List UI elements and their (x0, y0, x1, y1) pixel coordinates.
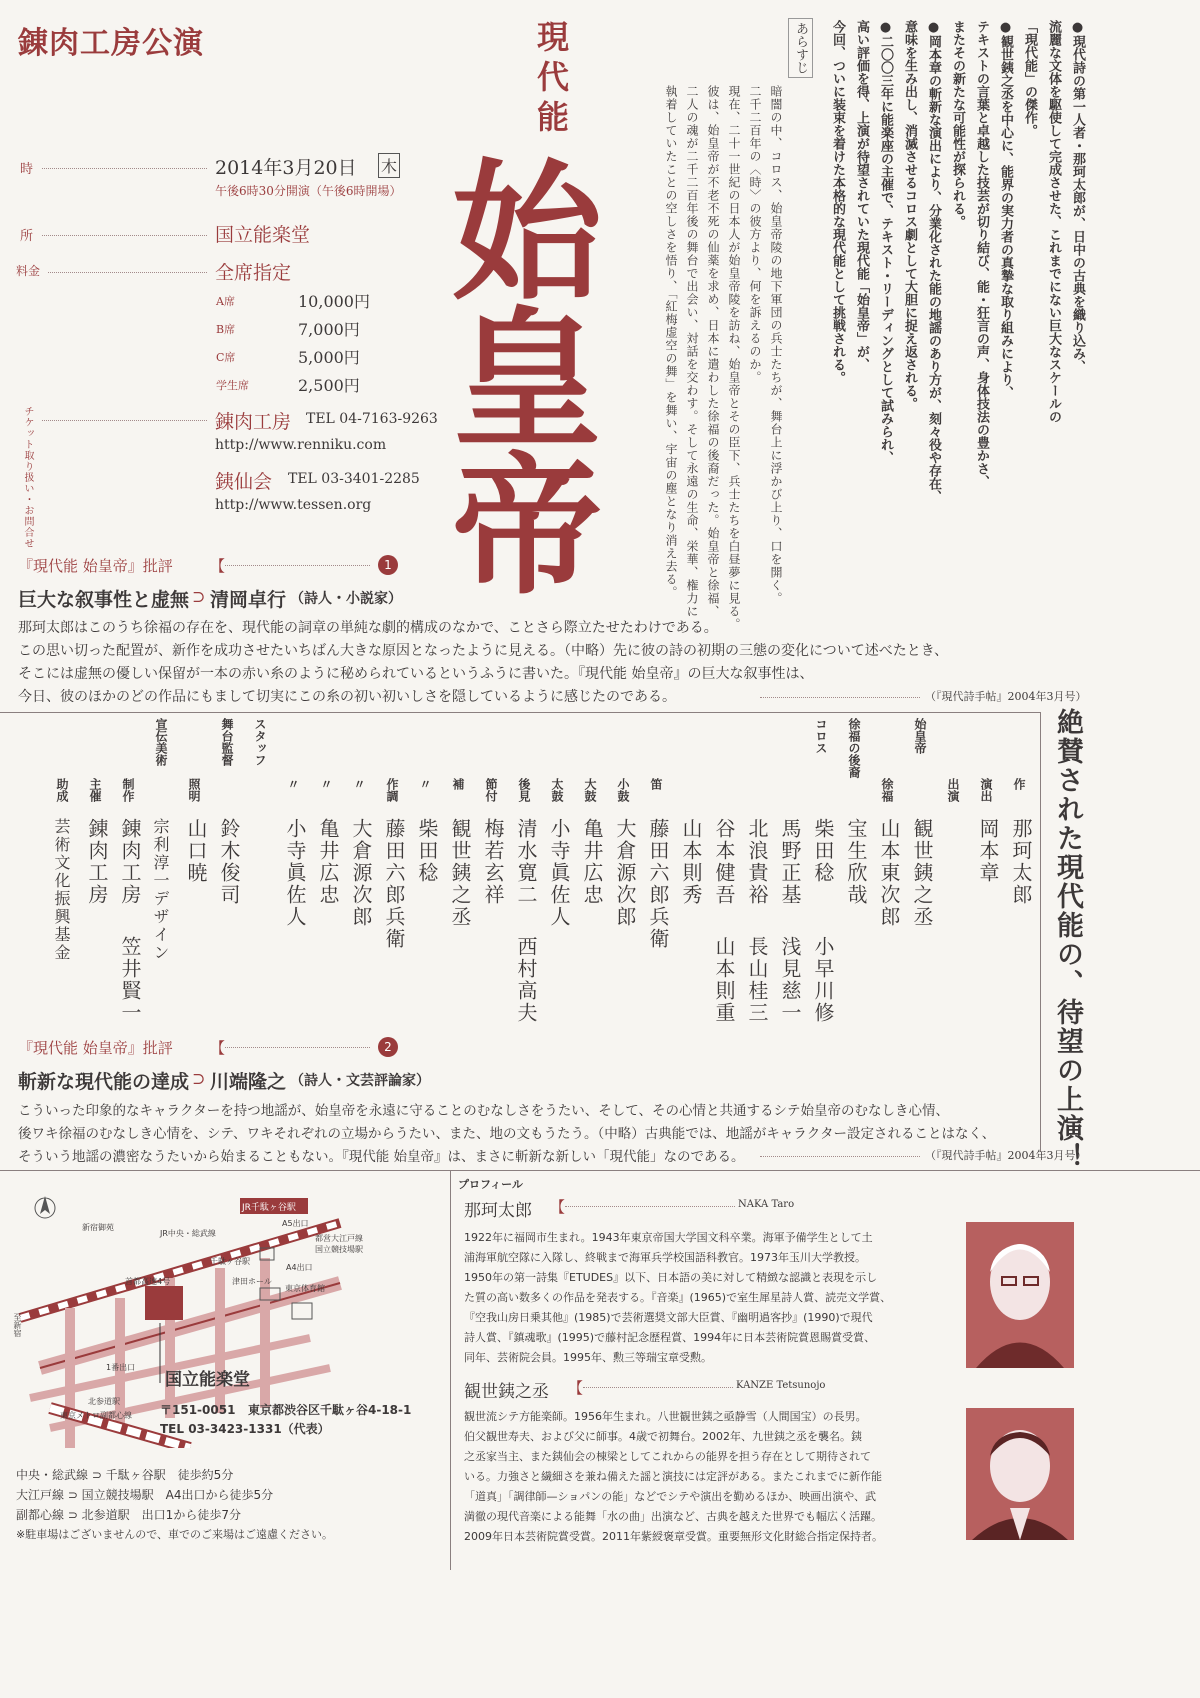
contact-1-tel: TEL 04-7163-9263 (306, 411, 438, 427)
profile-2-romaji: KANZE Tetsunojo (736, 1380, 826, 1391)
credit-name: 小早川修 (811, 936, 835, 1024)
map-label-shinjuku-gyoen: 新宿御苑 (82, 1223, 114, 1232)
review2-line: 後ワキ徐福のむなしき心情を、シテ、ワキそれぞれの立場からうたい、また、地の文もうたう。（中略）古典能では、地謡がキャラクター設定されることはなく、 (18, 1126, 996, 1142)
credit-column (46, 718, 79, 1028)
map-label-to-shinjuku: 至新宿 (13, 1313, 22, 1337)
credit-role: 制作 (121, 778, 135, 802)
credit-name: 小寺眞佐人 (283, 818, 307, 928)
credit-role: 〃 (319, 778, 333, 790)
credit-column (739, 718, 772, 1028)
profile-2-bio-line: いる。力強さと繊細さを兼ね備えた謡と演技には定評がある。またこれまでに新作能 (464, 1470, 882, 1483)
credit-column (79, 718, 112, 1028)
credit-column (937, 718, 970, 1028)
profile-2-bio (464, 1407, 883, 1547)
synopsis-line: 暗闇の中、コロス、始皇帝陵の地下軍団の兵士たちが、舞台上に浮かび上り、口を開く。 (769, 85, 783, 605)
review1-line: 今日、彼のほかのどの作品にもまして切実にこの糸の初い初いしさを隠しているように感じたのである。 (18, 689, 676, 705)
credit-column (475, 718, 508, 1028)
credit-name: 藤田六郎兵衛 (382, 818, 406, 950)
synopsis-line: 現在、二十一世紀の日本人が始皇帝陵を訪ね、始皇帝とその臣下、兵士たちを白昼夢に見る。 (727, 85, 741, 631)
credit-name: 柴田稔 (811, 818, 835, 884)
credit-role: 大鼓 (583, 778, 597, 802)
credit-role: スタッフ (253, 718, 267, 766)
map-label-exit-a5: A5出口 (282, 1219, 309, 1228)
review2-line: こういった印象的なキャラクターを持つ地謡が、始皇帝を永遠に守ることのむなしさをうたい、そして、その心情と共通するシテ始皇帝のむなしき心情、 (18, 1103, 949, 1119)
seat-a-label: A席 (216, 295, 235, 308)
credit-column (574, 718, 607, 1028)
credit-role: 小鼓 (616, 778, 630, 802)
credit-name: 小寺眞佐人 (547, 818, 571, 928)
access-line: 中央・総武線 ⊃ 千駄ヶ谷駅 徒歩約5分 (16, 1468, 234, 1482)
credit-column (310, 718, 343, 1028)
credit-name: 馬野正基 (778, 818, 802, 906)
map-address: 東京都渋谷区千駄ヶ谷4-18-1 (248, 1403, 412, 1417)
credit-column (211, 718, 244, 1028)
credit-column (805, 718, 838, 1028)
credit-column (343, 718, 376, 1028)
seat-c-price: 5,000円 (298, 348, 360, 367)
price-type: 全席指定 (215, 262, 292, 284)
credit-name: 谷本健吾 (712, 818, 736, 906)
profile-2-name: 観世銕之丞 (464, 1382, 549, 1402)
credit-role: 作調 (385, 778, 399, 802)
profile-1-bio-line: 詩人賞、『鎮魂歌』(1995)で藤村記念歴程賞、1994年に日本芸術院賞恩賜賞受賞、 (464, 1331, 876, 1344)
profile-1-photo (966, 1222, 1074, 1368)
credit-column (871, 718, 904, 1028)
seat-b-label: B席 (216, 323, 236, 336)
profile-section-label: プロフィール (458, 1178, 523, 1191)
profile-1-bio-line: 1950年の第一詩集『ETUDES』以下、日本語の美に対して精緻な認識と表現を示し (464, 1271, 878, 1284)
org-performance-title: 錬肉工房公演 (18, 26, 204, 61)
credit-name: 大倉源次郎 (613, 818, 637, 928)
highlight-line: ●岡本章の斬新な演出により、分業化された能の地謡のあり方が、刻々役や存在、 (926, 20, 941, 503)
credit-role: 補 (451, 778, 465, 790)
map-label-tsuda-hall: 津田ホール (232, 1277, 272, 1286)
credit-name: 芸術文化振興基金 (52, 818, 71, 962)
review1-line: そこには虚無の優しい保留が一本の赤い糸のように秘められているというふうに書いた。『現代能 始皇帝』の巨大な叙事性は、 (18, 666, 814, 682)
profile-1-bio-line: 浦海軍航空隊に入隊し、終戦まで海軍兵学校国語科教官。1973年玉川大学教授。 (464, 1251, 866, 1264)
synopsis-line: 二人の魂が二千二百年後の舞台で出会い、対話を交わす。そして永遠の生命、栄華、権力に (685, 85, 699, 618)
review1-headline: 巨大な叙事性と虚無 (18, 589, 190, 611)
credit-column (1003, 718, 1036, 1028)
credit-column (772, 718, 805, 1028)
review2-headline: 斬新な現代能の達成 (18, 1071, 190, 1093)
synopsis-label: あらすじ (788, 18, 813, 78)
credit-column (673, 718, 706, 1028)
credit-role: 〃 (418, 778, 432, 790)
highlight-line: 意味を生み出し、消滅させるコロス劇として大胆に捉え返される。 (902, 20, 917, 410)
credit-name: 鈴木俊司 (217, 818, 241, 906)
highlight-line: テキストの言葉と卓越した技芸が切り結び、能・狂言の声、身体技法の豊かさ、 (974, 20, 989, 488)
credit-name: 山口暁 (184, 818, 208, 884)
highlight-line: ●現代詩の第一人者・那珂太郎が、日中の古典を織り込み、 (1070, 20, 1085, 373)
review2-source: （『現代詩手帖』2004年3月号） (925, 1149, 1087, 1162)
review1-series: 『現代能 始皇帝』批評 (18, 557, 173, 575)
review1-line: この思い切った配置が、新作を成功させたいちばん大きな原因となったように見える。（中略）先に彼の詩の初期の三態の変化について述べたとき、 (18, 643, 949, 659)
highlight-line: ●二〇〇三年に能楽座の主催で、テキスト・リーディングとして試みられ、 (878, 20, 893, 464)
credit-name: 北浪貴裕 (745, 818, 769, 906)
credit-name: 長山桂三 (745, 936, 769, 1024)
contact-1-name: 錬肉工房 (215, 411, 292, 433)
credit-name: 亀井広忠 (316, 818, 340, 906)
profile-2-bio-line: 満徹の現代音楽による能舞「水の曲」出演など、古典を越えた世界でも幅広く活躍。 (464, 1510, 882, 1523)
seat-student-price: 2,500円 (298, 376, 360, 395)
credit-column (145, 718, 178, 1028)
access-line: 副都心線 ⊃ 北参道駅 出口1から徒歩7分 (16, 1508, 241, 1522)
map-label-kitasando: 北参道駅 (88, 1397, 120, 1406)
credit-column (277, 718, 310, 1028)
contact-2-name: 銕仙会 (215, 471, 273, 493)
seat-c-label: C席 (216, 351, 236, 364)
highlight-line: ●観世銕之丞を中心に、能界の実力者の真摯な取り組みにより、 (998, 20, 1013, 399)
review1-number: 1 (378, 555, 398, 575)
credit-role: 〃 (286, 778, 300, 790)
profile-2-bio-line: 之丞家当主、また銕仙会の棟梁としてこれからの能界を担う存在として期待されて (464, 1450, 871, 1463)
seat-b-price: 7,000円 (298, 320, 360, 339)
review1-source: （『現代詩手帖』2004年3月号） (925, 690, 1087, 703)
review2-line: そういう地謡の濃密なうたいから始まることもない。『現代能 始皇帝』は、まさに斬新な新しい「現代能」なのである。 (18, 1149, 745, 1165)
credit-column (409, 718, 442, 1028)
synopsis-line: 二千二百年の〈時〉の彼方より、何を訴えるのか。 (748, 85, 762, 384)
credit-name: 清水寛二 (514, 818, 538, 906)
credit-role: 徐福 (880, 778, 894, 802)
highlight-line: 「現代能」の傑作。 (1022, 20, 1037, 137)
credit-role: 演出 (979, 778, 993, 802)
credit-name: 山本則秀 (679, 818, 703, 906)
credit-role: 作 (1012, 778, 1026, 790)
credit-name: 宝生欣哉 (844, 818, 868, 906)
credit-column (376, 718, 409, 1028)
credit-column (112, 718, 145, 1028)
profile-1-bio-line: 『空我山房日乗其他』(1985)で芸術選奨文部大臣賞、『幽明過客抄』(1990)で現代 (464, 1311, 873, 1324)
title-char-2: 皇 (452, 292, 603, 468)
profile-1-name: 那珂太郎 (464, 1201, 532, 1221)
map-label-sendagaya-st: 千駄ヶ谷駅 (210, 1257, 250, 1266)
map-label-kokuritsu-kyogijo: 国立競技場駅 (315, 1245, 363, 1254)
contact-2-url[interactable]: http://www.tessen.org (215, 497, 372, 513)
credit-column (541, 718, 574, 1028)
credit-name: 笠井賢一 (118, 936, 142, 1024)
highlight-line: 今回、ついに装束を着けた本格的な現代能として挑戦される。 (830, 20, 845, 384)
profile-1-bio-line: 1922年に福岡市生まれ。1943年東京帝国大学国文科卒業。海軍予備学生として土 (464, 1231, 873, 1244)
credits-block (16, 718, 1036, 1038)
map-label-exit-1: 1番出口 (106, 1363, 136, 1372)
credit-name: 錬肉工房 (85, 818, 109, 906)
highlight-line: またその新たな可能性が探られる。 (950, 20, 965, 228)
price-label: 料金 (16, 264, 41, 278)
credit-role: 笛 (649, 778, 663, 790)
credit-role: 〃 (352, 778, 366, 790)
credit-column (442, 718, 475, 1028)
contact-2-tel: TEL 03-3401-2285 (288, 471, 420, 487)
map-tel: TEL 03-3423-1331（代表） (160, 1422, 330, 1436)
credit-role: 主催 (88, 778, 102, 802)
review1-line: 那珂太郎はこのうち徐福の存在を、現代能の詞章の単純な劇的構成のなかで、ことさら際立たせたわけである。 (18, 620, 718, 636)
credit-role: 助成 (55, 778, 69, 802)
credit-column (178, 718, 211, 1028)
credit-name: 宗利淳一デザイン (151, 818, 170, 962)
review2-author-role: （詩人・文芸評論家） (290, 1073, 430, 1089)
profile-2-bio-line: 観世流シテ方能楽師。1956年生まれ。八世観世銕之亟静雪（人間国宝）の長男。 (464, 1410, 867, 1423)
credit-role: 後見 (517, 778, 531, 802)
credit-name: 亀井広忠 (580, 818, 604, 906)
credit-column (838, 718, 871, 1028)
tagline: 絶賛された現代能の、待望の上演！ (1052, 708, 1083, 1172)
map-label-tokyo-gym: 東京体育館 (285, 1284, 325, 1293)
synopsis-line: 彼は、始皇帝が不老不死の仙薬を求め、日本に遣わした徐福の後裔だった。始皇帝と徐福、 (706, 85, 720, 618)
credit-role: 出演 (946, 778, 960, 802)
credit-name: 岡本章 (976, 818, 1000, 884)
genre-label: 現代能 (532, 20, 570, 140)
contact-1-url[interactable]: http://www.renniku.com (215, 437, 387, 453)
profile-2-bio-line: 伯父観世寿夫、および父に師事。4歳で初舞台。2002年、九世銕之丞を襲名。銕 (464, 1430, 862, 1443)
profile-1-bio (464, 1228, 891, 1368)
flyer-page: 錬肉工房公演 現代能 始 皇 帝 時 2014年3月20日 木 午後6時30分開演（午後6時開場） 所 国立能楽堂 料金 全席指定 A席 10,000円 B席 7,000円 C席 5,000円 学生席 2,500円 チケット取り扱い・お問合せ 錬肉工房 TEL 04-7163-9263 http://www.renniku.com 銕仙会 TEL 03-3401-2285 http://www.tessen.org あらすじ 暗闇の中、コロス、始皇帝陵の地下軍団の兵士たちが、舞台上に浮かび上り、口を開く。 二千二百年の〈時〉の彼方より、何を訴えるのか。 現在、二十一世紀の日本人が始皇帝陵を訪ね、始皇帝とその臣下、兵士たちを白昼夢に見る。 彼は、始皇帝が不老不死の仙薬を求め、日本に遣わした徐福の後裔だった。始皇帝と徐福、 二人の魂が二千二百年後の舞台で出会い、対話を交わす。そして永遠の生命、栄華、権力に 執着していたことの空しさを悟り、「紅梅虚空の舞」を舞い、宇宙の塵となり消え去る。 ●現代詩の第一人者・那珂太郎が、日中の古典を織り込み、 流麗な文体を駆使して完成させた、これまでにない巨大なスケールの 「現代能」の傑作。 ●観世銕之丞を中心に、能界の実力者の真摯な取り組みにより、 テキストの言葉と卓越した技芸が切り結び、能・狂言の声、身体技法の豊かさ、 またその新たな可能性が探られる。 ●岡本章の斬新な演出により、分業化された能の地謡のあり方が、刻々役や存在、 意味を生み出し、消滅させるコロス劇として大胆に捉え返される。 ●二〇〇三年に能楽座の主催で、テキスト・リーディングとして試みられ、 高い評価を得、上演が待望されていた現代能「始皇帝」が、 今回、ついに装束を着けた本格的な現代能として挑戦される。 『現代能 始皇帝』批評 【 1 巨大な叙事性と虚無 ⊃ 清岡卓行 （詩人・小説家） 那珂太郎はこのうち徐福の存在を、現代能の詞章の単純な劇的構成のなかで、ことさら際立たせたわけである。 この思い切った配置が、新作を成功させたいちばん大きな原因となったように見える。（中略）先に彼の詩の初期の三態の変化について述べたとき、 そこには虚無の優しい保留が一本の赤い糸のように秘められているというふうに書いた。『現代能 始皇帝』の巨大な叙事性は、 今日、彼のほかのどの作品にもまして切実にこの糸の初い初いしさを隠しているように感じたのである。 （『現代詩手帖』2004年3月号） 絶賛された現代能の、待望の上演！ 作 那珂太郎 演出 岡本章 出演 始皇帝 観世銕之丞 徐福 山本東次郎 徐福の後裔 宝生欣哉 コロス 柴田稔 小早川修 馬野正基 浅見慈一 北浪貴裕 長山桂三 谷本健吾 山本則重 山本則秀 笛 藤田六郎兵衛 小鼓 大倉源次郎 大鼓 亀井広忠 太鼓 小寺眞佐人 後見 清水寛二 西村高夫 節付 梅若玄祥 補 観世銕之丞 〃 柴田稔 作調 藤田六郎兵衛 〃 大倉源次郎 〃 亀井広忠 〃 小寺眞佐人 スタッフ 舞台監督 鈴木俊司 照明 山口暁 宣伝美術 宗利淳一デザイン 制作 錬肉工房 笠井賢一 主催 錬肉工房 助成 芸術文化振興基金 『現代能 始皇帝』批評 【 2 斬新な現代能の達成 ⊃ 川端隆之 （詩人・文芸評論家） こういった印象的なキャラクターを持つ地謡が、始皇帝を永遠に守ることのむなしさをうたい、そして、その心情と共通するシテ始皇帝のむなしき心情、 後ワキ徐福のむなしき心情を、シテ、ワキそれぞれの立場からうたい、また、地の文もうたう。（中略）古典能では、地謡がキャラクター設定されることはなく、 そういう地謡の濃密なうたいから始まることもない。『現代能 始皇帝』は、まさに斬新な新しい「現代能」なのである。 （『現代詩手帖』2004年3月号） JR千駄ヶ谷駅 A5出口 新宿御苑 JR中央・総武線 都営大江戸線 国立競技場駅 千駄ヶ谷駅 A4出口 津田ホール 首都高速4号 東京体育館 1番出口 北参道駅 東京メトロ副都心線 至新宿 国立能楽堂 〒151-0051 東京都渋谷区千駄ヶ谷4-18-1 TEL 03-3423-1331（代表） 中央・総武線 ⊃ 千駄ヶ谷駅 徒歩約5分 大江戸線 ⊃ 国立競技場駅 A4出口から徒歩5分 副都心線 ⊃ 北参道駅 出口1から徒歩7分 ※駐車場はございませんので、車でのご来場はご遠慮ください。 プロフィール 那珂太郎 【 NAKA Taro 1922年に福岡市生まれ。1943年東京帝国大学国文科卒業。海軍予備学生として土 浦海軍航空隊に入隊し、終戦まで海軍兵学校国語科教官。1973年玉川大学教授。 1950年の第一詩集『ETUDES』以下、日本語の美に対して精緻な認識と表現を示し た質の高い数多くの作品を発表する。『音楽』(1965)で室生犀星詩人賞、読売文学賞、 『空我山房日乗其他』(1985)で芸術選奨文部大臣賞、『幽明過客抄』(1990)で現代 詩人賞、『鎮魂歌』(1995)で藤村記念歴程賞、1994年に日本芸術院賞恩賜賞受賞、 同年、芸術院会員。1995年、勲三等瑞宝章受勲。 観世銕之丞 【 KANZE Tetsunojo 観世流シテ方能楽師。1956年生まれ。八世観世銕之亟静雪（人間国宝）の長男。 伯父観世寿夫、および父に師事。4歳で初舞台。2002年、九世銕之丞を襲名。銕 之丞家当主、また銕仙会の棟梁としてこれからの能界を担う存在として期待されて いる。力強さと繊細さを兼ね備えた謡と演技には定評がある。またこれまでに新作能 「道真」「調律師—ショパンの能」などでシテや演出を勤めるほか、映画出演や、武 満徹の現代音楽による能舞「水の曲」出演など、古典を越えた世界でも幅広く活躍。 2009年日本芸術院賞受賞。2011年紫綬褒章受賞。重要無形文化財総合指定保持者。 (0, 0, 1200, 1698)
credit-role: 太鼓 (550, 778, 564, 802)
profile-2-bio-line: 「道真」「調律師—ショパンの能」などでシテや演出を勤めるほか、映画出演や、武 (464, 1490, 877, 1503)
event-place: 国立能楽堂 (215, 224, 311, 246)
credit-column (244, 718, 277, 1028)
ticket-label: チケット取り扱い・お問合せ (22, 406, 33, 549)
highlight-line: 高い評価を得、上演が待望されていた現代能「始皇帝」が、 (854, 20, 869, 371)
access-map (10, 1178, 440, 1448)
profile-1-bio-line: た質の高い数多くの作品を発表する。『音楽』(1965)で室生犀星詩人賞、読売文学賞、 (464, 1291, 892, 1304)
profile-2-photo (966, 1408, 1074, 1540)
credit-name: 浅見慈一 (778, 936, 802, 1024)
time-label: 時 (20, 162, 34, 177)
credit-name: 藤田六郎兵衛 (646, 818, 670, 950)
review2-series: 『現代能 始皇帝』批評 (18, 1039, 173, 1057)
credit-name: 梅若玄祥 (481, 818, 505, 906)
credit-role: 宣伝美術 (154, 718, 168, 766)
place-label: 所 (20, 229, 34, 244)
profile-1-bio-line: 同年、芸術院会員。1995年、勲三等瑞宝章受勲。 (464, 1351, 712, 1364)
review1-author: 清岡卓行 (210, 589, 287, 611)
event-weekday: 木 (378, 153, 400, 178)
map-label-exit-a4: A4出口 (286, 1263, 313, 1272)
credit-name: 柴田稔 (415, 818, 439, 884)
credit-role: 照明 (187, 778, 201, 802)
access-line: 大江戸線 ⊃ 国立競技場駅 A4出口から徒歩5分 (16, 1488, 274, 1502)
credit-role: コロス (814, 718, 828, 754)
review1-author-role: （詩人・小説家） (290, 591, 402, 607)
credit-column (508, 718, 541, 1028)
credit-column (706, 718, 739, 1028)
credit-role: 舞台監督 (220, 718, 234, 766)
credit-name: 錬肉工房 (118, 818, 142, 906)
seat-student-label: 学生席 (216, 379, 249, 392)
map-venue-name: 国立能楽堂 (165, 1370, 250, 1390)
map-label-jr-sendagaya: JR千駄ヶ谷駅 (242, 1203, 296, 1213)
credit-column (904, 718, 937, 1028)
credit-role: 始皇帝 (913, 718, 927, 754)
credit-column (607, 718, 640, 1028)
credit-name: 大倉源次郎 (349, 818, 373, 928)
profile-1-romaji: NAKA Taro (738, 1199, 795, 1210)
credit-name: 山本東次郎 (877, 818, 901, 928)
map-label-oedo-line: 都営大江戸線 (315, 1234, 363, 1243)
map-label-gaien: 首都高速4号 (125, 1277, 171, 1286)
profile-2-bio-line: 2009年日本芸術院賞受賞。2011年紫綬褒章受賞。重要無形文化財総合指定保持者。 (464, 1530, 883, 1543)
credit-column (970, 718, 1003, 1028)
seat-a-price: 10,000円 (298, 292, 370, 311)
event-date: 2014年3月20日 (215, 157, 357, 179)
synopsis-block (660, 85, 785, 631)
credit-column (640, 718, 673, 1028)
review2-number: 2 (378, 1037, 398, 1057)
review2-author: 川端隆之 (210, 1071, 287, 1093)
map-label-fukutoshin: 東京メトロ副都心線 (60, 1411, 132, 1420)
title-char-3: 帝 (452, 439, 603, 615)
synopsis-line: 執着していたことの空しさを悟り、「紅梅虚空の舞」を舞い、宇宙の塵となり消え去る。 (664, 85, 678, 599)
credit-name: 山本則重 (712, 936, 736, 1024)
event-time: 午後6時30分開演（午後6時開場） (215, 184, 402, 198)
highlights-block (815, 20, 1087, 510)
title-char-1: 始 (452, 145, 603, 321)
map-label-jr-line: JR中央・総武線 (160, 1229, 216, 1238)
map-postal: 〒151-0051 (160, 1403, 236, 1417)
credit-role: 節付 (484, 778, 498, 802)
credit-name: 観世銕之丞 (910, 818, 934, 928)
credit-name: 那珂太郎 (1009, 818, 1033, 906)
credit-role: 徐福の後裔 (847, 718, 861, 778)
access-note: ※駐車場はございませんので、車でのご来場はご遠慮ください。 (16, 1528, 333, 1541)
highlight-line: 流麗な文体を駆使して完成させた、これまでにない巨大なスケールの (1046, 20, 1061, 423)
credit-name: 観世銕之丞 (448, 818, 472, 928)
credit-name: 西村高夫 (514, 936, 538, 1024)
